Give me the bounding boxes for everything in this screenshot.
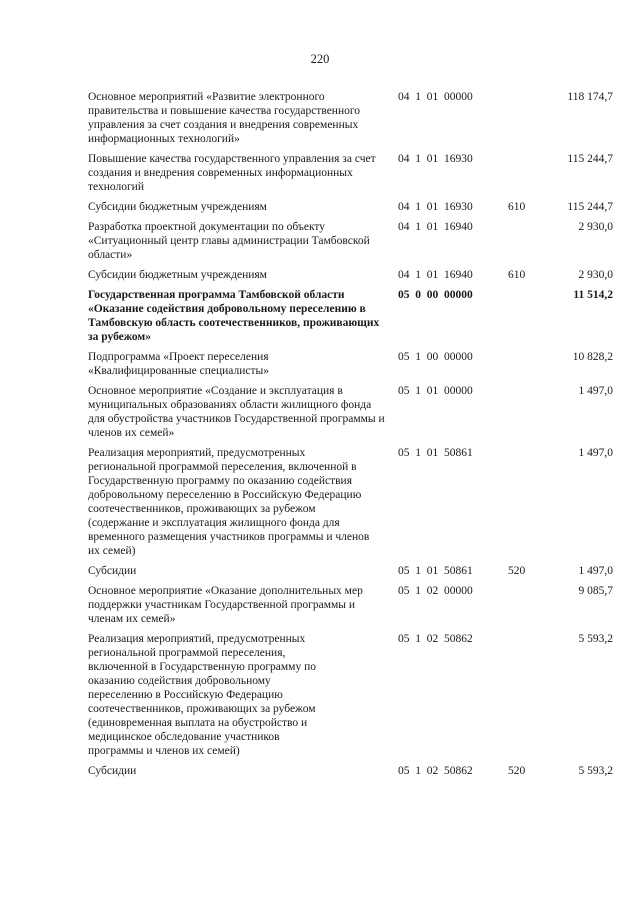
row-code: 04 1 01 16940: [398, 269, 473, 281]
row-amount: 115 244,7: [567, 153, 613, 165]
row-vr: 520: [508, 565, 526, 577]
row-amount: 1 497,0: [578, 565, 613, 577]
row-name: Субсидии: [88, 765, 137, 777]
table-row: [88, 446, 613, 558]
row-name: Основное мероприятие «Создание и эксплуатация в муниципальных образованиях области жилищного фонда для обустройства участников Государственной программы и членов их семей»: [88, 385, 385, 439]
row-vr: 520: [508, 765, 526, 777]
row-code: 04 1 01 16940: [398, 221, 473, 233]
table-row: [88, 220, 613, 262]
row-vr: 610: [508, 269, 526, 281]
table-row: [88, 200, 613, 214]
row-amount: 10 828,2: [572, 351, 613, 363]
row-code: 04 1 01 00000: [398, 91, 473, 103]
row-code: 05 1 02 00000: [398, 585, 473, 597]
row-code: 05 0 00 00000: [398, 289, 473, 301]
row-code: 05 1 01 50861: [398, 565, 473, 577]
table-row: [88, 384, 613, 440]
row-code: 05 1 02 50862: [398, 633, 473, 645]
row-name: Разработка проектной документации по объекту «Ситуационный центр главы администрации Тамбовской области»: [88, 221, 370, 261]
row-amount: 2 930,0: [578, 221, 613, 233]
row-name: Основное мероприятий «Развитие электронного правительства и повышение качества государственного управления за счет создания и внедрения современных информационных технологий»: [88, 91, 361, 145]
row-name: Основное мероприятие «Оказание дополнительных мер поддержки участникам Государственной программы и членам их семей»: [88, 585, 363, 625]
row-name: Субсидии бюджетным учреждениям: [88, 269, 267, 281]
table-row: [88, 152, 613, 194]
row-amount: 2 930,0: [578, 269, 613, 281]
table-row: [88, 268, 613, 282]
row-vr: 610: [508, 201, 526, 213]
row-name: Субсидии: [88, 565, 137, 577]
row-amount: 1 497,0: [578, 447, 613, 459]
row-name: Повышение качества государственного управления за счет создания и внедрения современных информационных технологий: [88, 153, 376, 193]
table-row: [88, 764, 613, 778]
row-amount: 9 085,7: [578, 585, 613, 597]
row-amount: 118 174,7: [567, 91, 613, 103]
budget-table: [88, 90, 613, 784]
row-code: 04 1 01 16930: [398, 201, 473, 213]
row-amount: 11 514,2: [573, 289, 613, 301]
row-name: Реализация мероприятий, предусмотренных региональной программой переселения, включенной в Государственную программу по оказанию содействия добровольному переселению в Российскую Федерацию соотечественников, проживающих за рубежом (содержание и эксплуатация жилищного фонда для временного размещения участников программы и членов их семей): [88, 447, 370, 557]
row-name: Государственная программа Тамбовской области «Оказание содействия добровольному переселению в Тамбовскую область соотечественников, проживающих за рубежом»: [88, 289, 380, 343]
row-name: Подпрограмма «Проект переселения «Квалифицированные специалисты»: [88, 351, 269, 377]
row-amount: 1 497,0: [578, 385, 613, 397]
table-row: [88, 350, 613, 378]
table-row: [88, 632, 613, 758]
row-code: 05 1 00 00000: [398, 351, 473, 363]
table-row: [88, 584, 613, 626]
page-number: 220: [310, 52, 330, 66]
table-row: [88, 288, 613, 344]
row-code: 05 1 01 00000: [398, 385, 473, 397]
row-name: Реализация мероприятий, предусмотренных региональной программой переселения, включенной в Государственную программу по оказанию содействия добровольному переселению в Российскую Федерацию соотечественников, проживающих за рубежом (единовременная выплата на обустройство и медицинское обследование участников программы и членов их семей): [88, 633, 316, 757]
table-row: [88, 90, 613, 146]
table-row: [88, 564, 613, 578]
row-amount: 5 593,2: [578, 633, 613, 645]
row-name: Субсидии бюджетным учреждениям: [88, 201, 267, 213]
row-code: 04 1 01 16930: [398, 153, 473, 165]
row-amount: 115 244,7: [567, 201, 613, 213]
row-code: 05 1 01 50861: [398, 447, 473, 459]
row-code: 05 1 02 50862: [398, 765, 473, 777]
row-amount: 5 593,2: [578, 765, 613, 777]
